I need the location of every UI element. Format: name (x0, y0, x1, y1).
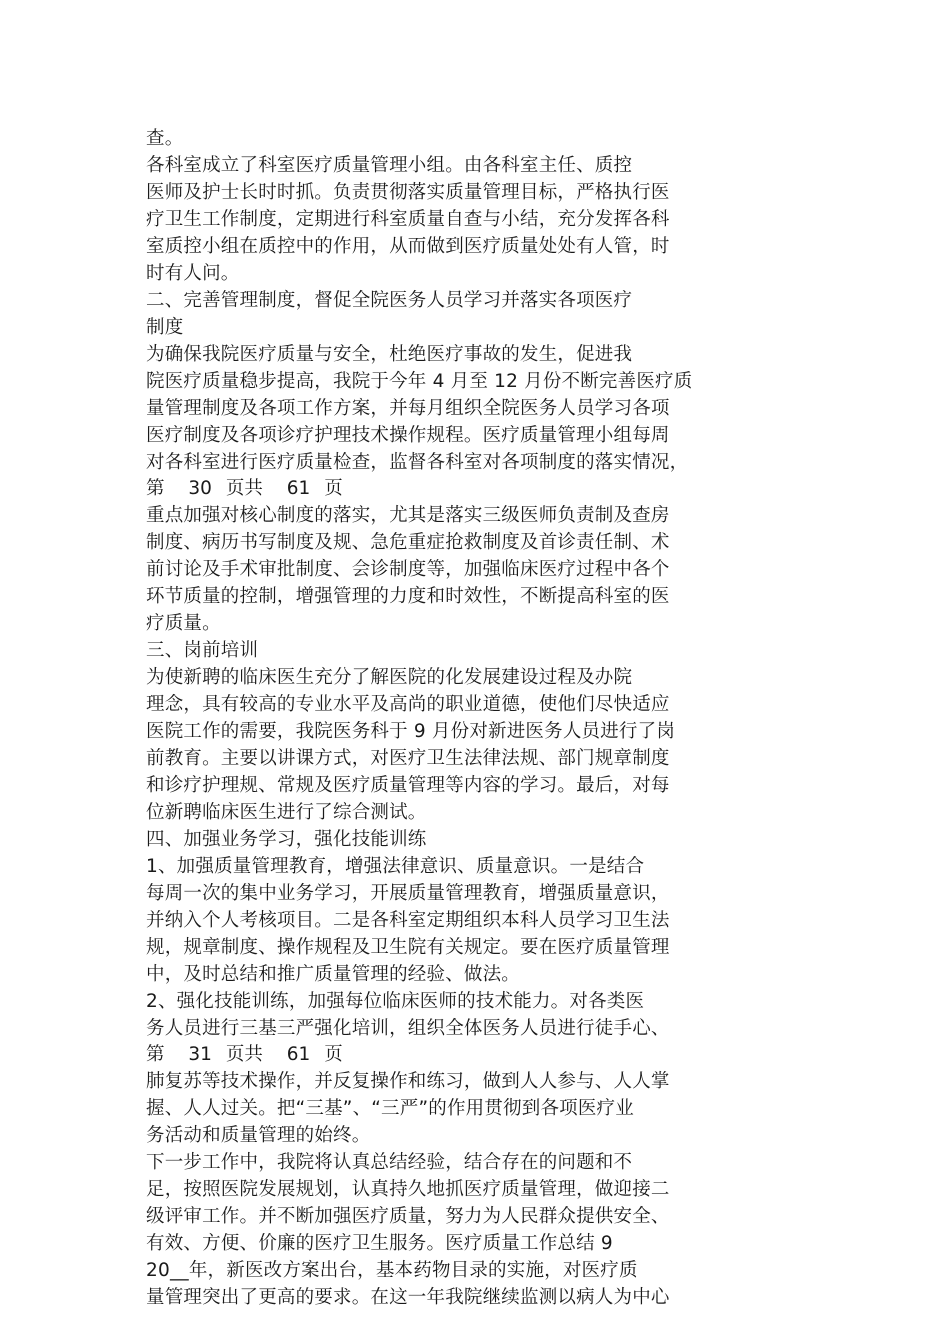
text-line: 环节质量的控制，增强管理的力度和时效性，不断提高科室的医 (146, 586, 670, 607)
page-number-middle: 页共 (225, 478, 263, 499)
section-heading: 制度 (146, 317, 184, 338)
text-line: 医院工作的需要，我院医务科于 9 月份对新进医务人员进行了岗 (146, 721, 676, 742)
text-line: 时有人问。 (146, 263, 240, 284)
text-line: 位新聘临床医生进行了综合测试。 (146, 802, 427, 823)
page-number-current: 31 (188, 1044, 212, 1065)
text-line: 级评审工作。并不断加强医疗质量，努力为人民群众提供安全、 (146, 1206, 670, 1227)
text-line: 务活动和质量管理的始终。 (146, 1125, 371, 1146)
page-number-total: 61 (286, 1044, 311, 1065)
text-line: 院医疗质量稳步提高，我院于今年 4 月至 12 月份不断完善医疗质 (146, 371, 693, 392)
section-heading: 三、岗前培训 (146, 640, 259, 661)
page-number-prefix: 第 (146, 1044, 165, 1065)
page-number (146, 476, 343, 502)
page-number-total: 61 (286, 478, 311, 499)
text-line: 疗卫生工作制度，定期进行科室质量自查与小结，充分发挥各科 (146, 209, 670, 230)
text-line: 室质控小组在质控中的作用，从而做到医疗质量处处有人管，时 (146, 236, 670, 257)
text-line: 规，规章制度、操作规程及卫生院有关规定。要在医疗质量管理 (146, 937, 670, 958)
section-heading: 四、加强业务学习，强化技能训练 (146, 829, 427, 850)
text-line: 为使新聘的临床医生充分了解医院的化发展建设过程及办院 (146, 667, 633, 688)
text-line: 各科室成立了科室医疗质量管理小组。由各科室主任、质控 (146, 155, 633, 176)
text-line: 和诊疗护理规、常规及医疗质量管理等内容的学习。最后，对每 (146, 775, 670, 796)
text-line: 查。 (146, 128, 184, 149)
text-line: 握、人人过关。把“三基”、“三严”的作用贯彻到各项医疗业 (146, 1098, 634, 1119)
text-line: 中，及时总结和推广质量管理的经验、做法。 (146, 964, 521, 985)
text-line: 为确保我院医疗质量与安全，杜绝医疗事故的发生，促进我 (146, 344, 633, 365)
text-line: 20__年，新医改方案出台，基本药物目录的实施，对医疗质 (146, 1260, 638, 1281)
page-number-current: 30 (188, 478, 212, 499)
text-line: 量管理制度及各项工作方案，并每月组织全院医务人员学习各项 (146, 398, 670, 419)
page-number-suffix: 页 (324, 478, 343, 499)
text-line: 肺复苏等技术操作，并反复操作和练习，做到人人参与、人人掌 (146, 1071, 670, 1092)
page-number-suffix: 页 (324, 1044, 343, 1065)
section-heading: 二、完善管理制度，督促全院医务人员学习并落实各项医疗 (146, 290, 633, 311)
text-line: 疗质量。 (146, 613, 221, 634)
text-line: 前讨论及手术审批制度、会诊制度等，加强临床医疗过程中各个 (146, 559, 670, 580)
text-line: 有效、方便、价廉的医疗卫生服务。医疗质量工作总结 9 (146, 1233, 613, 1254)
text-line: 务人员进行三基三严强化培训，组织全体医务人员进行徒手心、 (146, 1018, 670, 1039)
text-line: 下一步工作中，我院将认真总结经验，结合存在的问题和不 (146, 1152, 633, 1173)
page-number-middle: 页共 (225, 1044, 263, 1065)
text-line: 并纳入个人考核项目。二是各科室定期组织本科人员学习卫生法 (146, 910, 670, 931)
text-line: 2、强化技能训练，加强每位临床医师的技术能力。对各类医 (146, 991, 645, 1012)
page-number-prefix: 第 (146, 478, 165, 499)
text-line: 医疗制度及各项诊疗护理技术操作规程。医疗质量管理小组每周 (146, 425, 670, 446)
text-line: 每周一次的集中业务学习，开展质量管理教育，增强质量意识， (146, 883, 670, 904)
text-line: 重点加强对核心制度的落实，尤其是落实三级医师负责制及查房 (146, 505, 670, 526)
page-number (146, 1042, 343, 1068)
text-line: 医师及护士长时时抓。负责贯彻落实质量管理目标，严格执行医 (146, 182, 670, 203)
text-line: 足，按照医院发展规划，认真持久地抓医疗质量管理，做迎接二 (146, 1179, 670, 1200)
text-line: 前教育。主要以讲课方式，对医疗卫生法律法规、部门规章制度 (146, 748, 670, 769)
text-line: 理念，具有较高的专业水平及高尚的职业道德，使他们尽快适应 (146, 694, 670, 715)
text-line: 1、加强质量管理教育，增强法律意识、质量意识。一是结合 (146, 856, 645, 877)
text-line: 量管理突出了更高的要求。在这一年我院继续监测以病人为中心 (146, 1287, 670, 1308)
text-line: 对各科室进行医疗质量检查，监督各科室对各项制度的落实情况， (146, 452, 689, 473)
text-line: 制度、病历书写制度及规、急危重症抢救制度及首诊责任制、术 (146, 532, 670, 553)
